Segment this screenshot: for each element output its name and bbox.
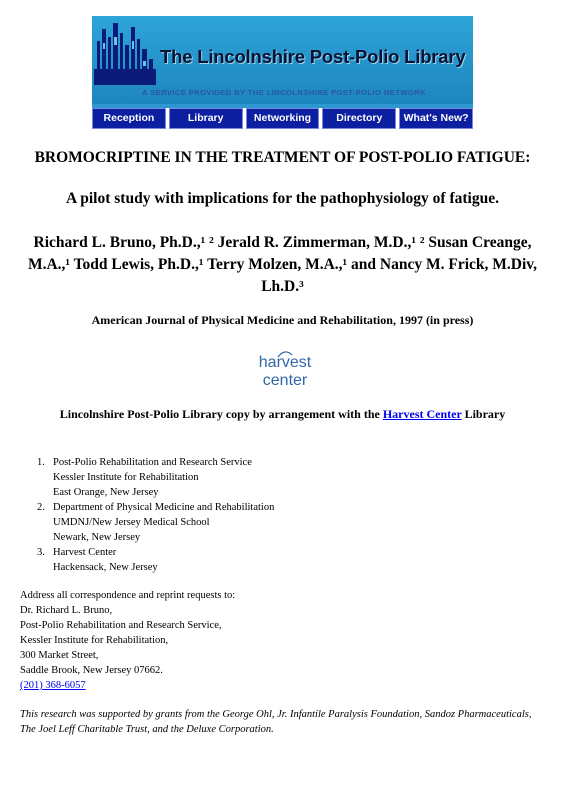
affiliation-item xyxy=(35,545,505,575)
affiliation-number: 1. xyxy=(37,457,45,468)
correspondence-address xyxy=(20,588,520,693)
affiliation-line: Hackensack, New Jersey xyxy=(53,562,158,573)
affiliations-list xyxy=(35,455,505,575)
banner-header[interactable] xyxy=(92,16,473,104)
banner-title: The Lincolnshire Post-Polio Library xyxy=(160,46,466,67)
harvest-center-logo xyxy=(250,350,320,396)
affiliation-item xyxy=(35,500,505,545)
harvest-center-link[interactable]: Harvest Center xyxy=(382,407,462,421)
affiliation-line: Kessler Institute for Rehabilitation xyxy=(53,472,199,483)
journal-citation: American Journal of Physical Medicine and Rehabilitation, 1997 (in press) xyxy=(91,313,474,327)
nav-whats-new[interactable]: What's New? xyxy=(399,108,473,129)
affiliation-item xyxy=(35,455,505,500)
site-banner xyxy=(92,16,473,129)
affiliation-line: UMDNJ/New Jersey Medical School xyxy=(53,517,210,528)
funding-note: This research was supported by grants from the George Ohl, Jr. Infantile Paralysis Foundation, Sandoz Pharmaceuticals, The Joel Leff Charitable Trust, and the Deluxe Corporation. xyxy=(20,709,532,735)
address-line: Address all correspondence and reprint requests to: xyxy=(20,590,236,601)
logo-text-harvest: harvest xyxy=(258,354,312,371)
affiliation-line: Post-Polio Rehabilitation and Research Service xyxy=(53,457,252,468)
address-line: Saddle Brook, New Jersey 07662. xyxy=(20,665,163,676)
nav-networking[interactable]: Networking xyxy=(246,108,320,129)
affiliation-line: Newark, New Jersey xyxy=(53,532,141,543)
article-authors: Richard L. Bruno, Ph.D.,¹ ² Jerald R. Zimmerman, M.D.,¹ ² Susan Creange, M.A.,¹ Todd Lewis, Ph.D.,¹ Terry Molzen, M.A.,¹ and Nancy M. Frick, M.Div, Lh.D.³ xyxy=(27,234,538,295)
cathedral-skyline-icon xyxy=(94,19,156,85)
address-line: 300 Market Street, xyxy=(20,650,99,661)
affiliation-line: Harvest Center xyxy=(53,547,117,558)
copy-arrangement xyxy=(20,406,545,422)
nav-reception[interactable]: Reception xyxy=(92,108,166,129)
phone-link[interactable]: (201) 368-6057 xyxy=(20,680,86,691)
affiliation-number: 2. xyxy=(37,502,45,513)
article-subtitle: A pilot study with implications for the pathophysiology of fatigue. xyxy=(66,190,499,207)
nav-library[interactable]: Library xyxy=(169,108,243,129)
nav-bar xyxy=(92,108,473,129)
address-line: Dr. Richard L. Bruno, xyxy=(20,605,113,616)
article-title: BROMOCRIPTINE IN THE TREATMENT OF POST-POLIO FATIGUE: xyxy=(34,149,531,166)
affiliation-number: 3. xyxy=(37,547,45,558)
copy-text-after: Library xyxy=(461,407,506,421)
affiliation-line: East Orange, New Jersey xyxy=(53,487,159,498)
address-line: Kessler Institute for Rehabilitation, xyxy=(20,635,169,646)
banner-subtitle: A SERVICE PROVIDED BY THE LINCOLNSHIRE POST-POLIO NETWORK xyxy=(142,88,426,97)
copy-text-before: Lincolnshire Post-Polio Library copy by arrangement with the xyxy=(59,407,383,421)
logo-text-center: center xyxy=(262,372,308,389)
affiliation-line: Department of Physical Medicine and Rehabilitation xyxy=(53,502,275,513)
address-line: Post-Polio Rehabilitation and Research Service, xyxy=(20,620,222,631)
nav-directory[interactable]: Directory xyxy=(322,108,396,129)
